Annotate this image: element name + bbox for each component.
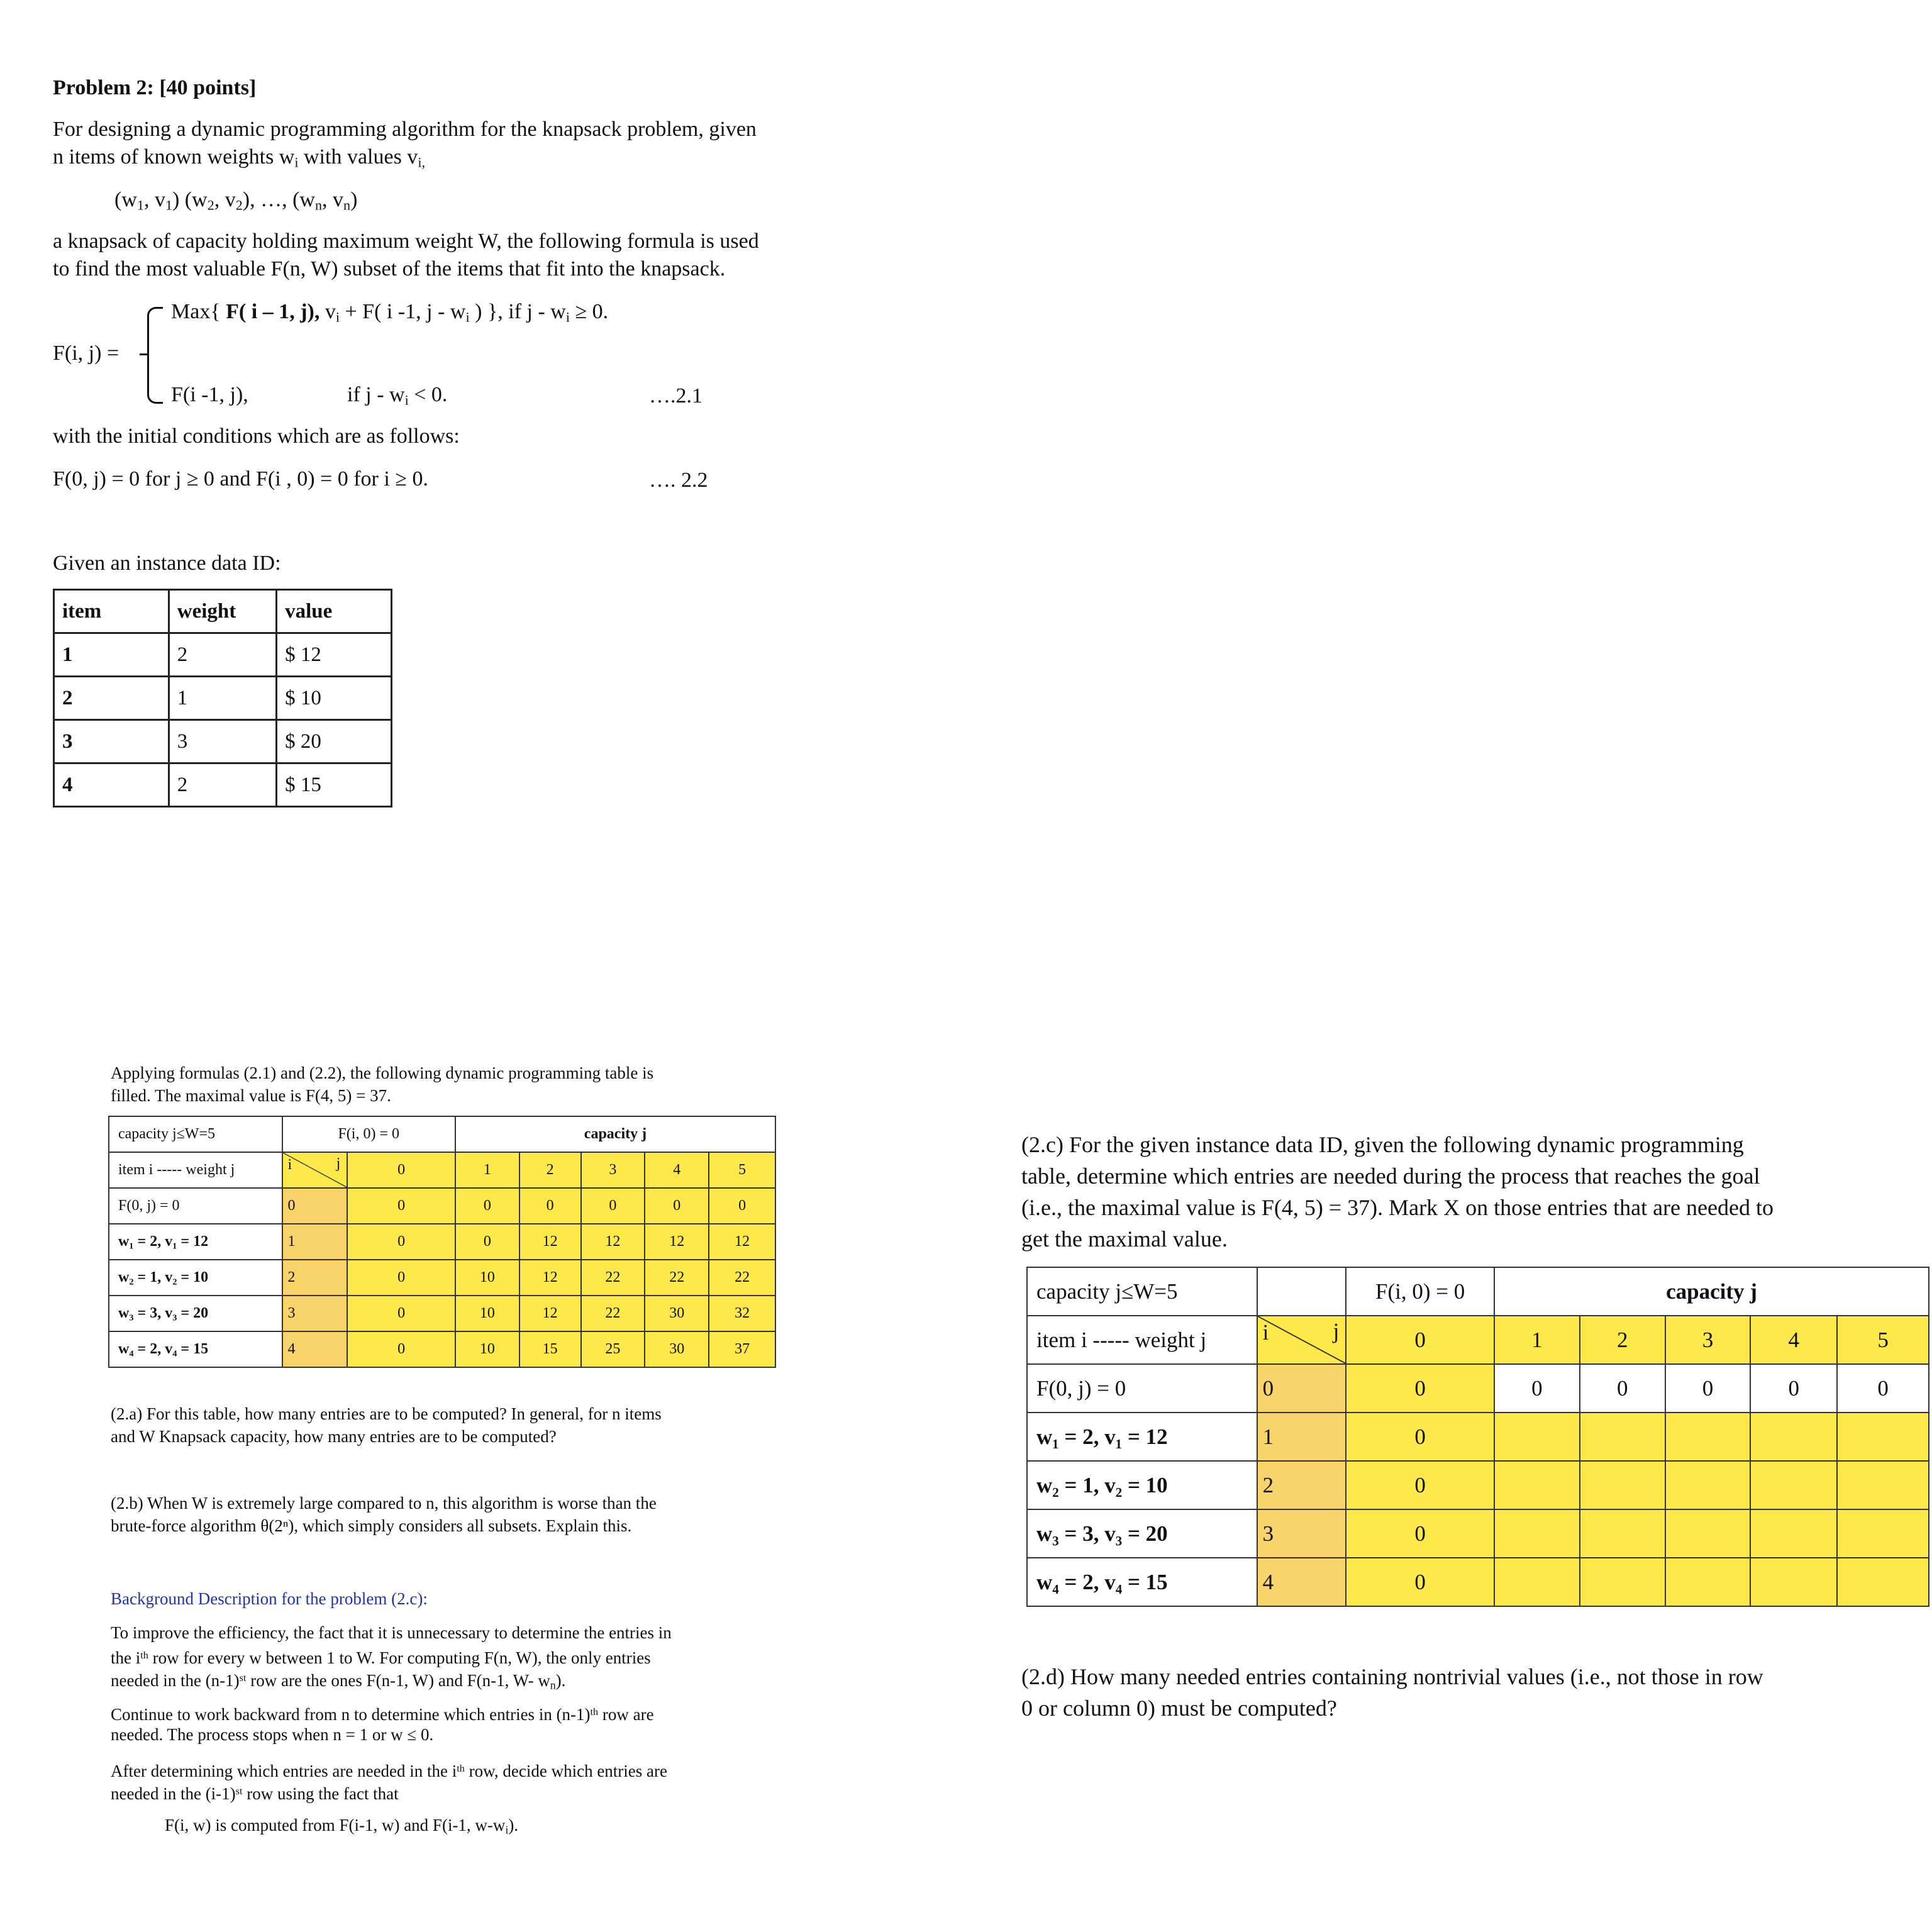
item-pairs: ($w_1$, $v_1$) ($w_2$, $v_2$), …, ($w_n$, $v_n$) [114, 188, 358, 213]
background-p3-line-1: After determining which entries are needed in the $i^{th}$ row, decide which entries are [111, 1762, 667, 1781]
dp-cell: 30 [645, 1296, 709, 1331]
corner-i: i [287, 1157, 292, 1173]
items-table [53, 589, 392, 808]
row-index: 1 [1257, 1413, 1346, 1461]
dp-table-blank [1026, 1267, 1929, 1607]
background-p4: F(i, w) is computed from F(i-1, w) and F(i-1, $w-w_i$). [165, 1816, 519, 1836]
table-row [54, 763, 392, 807]
row-label: F(0, j) = 0 [109, 1188, 282, 1224]
table-row [1027, 1461, 1929, 1509]
q2b-line-2: brute-force algorithm θ(2ⁿ), which simply considers all subsets. Explain this. [111, 1516, 632, 1535]
empty-dp-cell[interactable] [1750, 1509, 1837, 1558]
empty-dp-cell[interactable] [1750, 1558, 1837, 1606]
empty-dp-cell[interactable] [1665, 1461, 1751, 1509]
item-weight-label: item i ----- weight j [109, 1152, 282, 1188]
dp-cell: 10 [455, 1260, 519, 1296]
row-label: w₃ = 3, v₃ = 20 [1027, 1509, 1257, 1558]
table-row [1027, 1364, 1929, 1413]
dp-cell: 10 [455, 1331, 519, 1367]
empty-dp-cell[interactable] [1750, 1461, 1837, 1509]
row-index: 2 [1257, 1461, 1346, 1509]
item-weight: 2 [169, 633, 276, 677]
dp-cell: 0 [709, 1188, 775, 1224]
table-row [1027, 1413, 1929, 1461]
background-p3-line-2: needed in the $(i-1)^{st}$ row using the fact that [111, 1784, 399, 1804]
dp-cell: 22 [645, 1260, 709, 1296]
dp-cell: 0 [455, 1188, 519, 1224]
background-p2-line-1: Continue to work backward from n to determine which entries in $(n-1)^{th}$ row are [111, 1705, 654, 1724]
intro-line-2: n items of known weights $w_i$ with values $v_{i,}$ [53, 145, 425, 170]
empty-dp-cell[interactable] [1837, 1558, 1929, 1606]
table-row [109, 1296, 775, 1331]
dp-cell: 0 [1837, 1364, 1929, 1413]
empty-header-cell [1257, 1267, 1346, 1316]
dp-cell: 12 [709, 1224, 775, 1260]
dp-cell: 0 [347, 1260, 455, 1296]
row-index: 3 [282, 1296, 348, 1331]
formula-brace-tip [140, 353, 148, 355]
q2c-line-1: (2.c) For the given instance data ID, given the following dynamic programming [1021, 1132, 1744, 1157]
empty-dp-cell[interactable] [1837, 1509, 1929, 1558]
item-weight: 3 [169, 720, 276, 763]
item-weight: 2 [169, 763, 276, 807]
capacity-label: capacity j≤W=5 [1027, 1267, 1257, 1316]
column-header: 4 [645, 1152, 709, 1188]
column-header: 4 [1750, 1316, 1837, 1364]
i-j-corner-cell [1257, 1316, 1346, 1364]
empty-dp-cell[interactable] [1837, 1413, 1929, 1461]
dp-cell: 22 [581, 1260, 645, 1296]
dp-cell: 0 [1665, 1364, 1751, 1413]
initial-conditions-text: with the initial conditions which are as follows: [53, 425, 460, 448]
header-value: value [277, 590, 392, 633]
table-row [54, 720, 392, 763]
header-weight: weight [169, 590, 276, 633]
column-header: 0 [1346, 1316, 1494, 1364]
intro-line-1: For designing a dynamic programming algorithm for the knapsack problem, given [53, 118, 757, 141]
item-value: $ 20 [277, 720, 392, 763]
empty-dp-cell[interactable] [1665, 1558, 1751, 1606]
table-row [109, 1224, 775, 1260]
dp-cell: 12 [519, 1296, 581, 1331]
empty-dp-cell[interactable] [1494, 1509, 1580, 1558]
item-weight: 1 [169, 677, 276, 720]
row-index: 2 [282, 1260, 348, 1296]
q2d-line-1: (2.d) How many needed entries containing nontrivial values (i.e., not those in row [1021, 1664, 1763, 1689]
dp-cell: 0 [1580, 1364, 1665, 1413]
dp-cell: 0 [1346, 1558, 1494, 1606]
empty-dp-cell[interactable] [1665, 1509, 1751, 1558]
dp-cell: 0 [1494, 1364, 1580, 1413]
table-row [1027, 1558, 1929, 1606]
dp-cell: 37 [709, 1331, 775, 1367]
table-row [54, 677, 392, 720]
corner-j: j [1333, 1319, 1340, 1343]
row-label: w₄ = 2, v₄ = 15 [109, 1331, 282, 1367]
q2c-line-2: table, determine which entries are needed during the process that reaches the goal [1021, 1163, 1760, 1189]
row-index: 4 [282, 1331, 348, 1367]
dp-cell: 0 [645, 1188, 709, 1224]
header-item: item [54, 590, 169, 633]
dp-cell: 0 [1346, 1413, 1494, 1461]
i-j-corner-cell [282, 1152, 348, 1188]
table-row [54, 633, 392, 677]
column-header: 0 [347, 1152, 455, 1188]
dp-cell: 15 [519, 1331, 581, 1367]
q2c-line-4: get the maximal value. [1021, 1226, 1228, 1252]
knapsack-line-1: a knapsack of capacity holding maximum weight W, the following formula is used [53, 230, 759, 253]
column-header: 3 [1665, 1316, 1751, 1364]
table-row [109, 1331, 775, 1367]
background-p2-line-2: needed. The process stops when n = 1 or w ≤ 0. [111, 1725, 434, 1744]
empty-dp-cell[interactable] [1580, 1461, 1665, 1509]
formula-max-case: Max{ F( i – 1, j), $v_i + F$( i -1, j - $w_i$ ) }, if $j - w_i \ge 0$. [171, 300, 609, 325]
given-instance-text: Given an instance data ID: [53, 552, 281, 575]
background-p1-line-1: To improve the efficiency, the fact that it is unnecessary to determine the entries in [111, 1623, 672, 1642]
q2c-line-3: (i.e., the maximal value is F(4, 5) = 37). Mark X on those entries that are needed to [1021, 1195, 1774, 1220]
dp-cell: 30 [645, 1331, 709, 1367]
dp-cell: 10 [455, 1296, 519, 1331]
column-header: 5 [709, 1152, 775, 1188]
items-header-row [54, 590, 392, 633]
formula-label-2-2: …. 2.2 [649, 469, 708, 492]
row-index: 0 [282, 1188, 348, 1224]
dp-cell: 0 [455, 1224, 519, 1260]
dp-cell: 0 [347, 1188, 455, 1224]
dp-cell: 0 [519, 1188, 581, 1224]
column-header: 5 [1837, 1316, 1929, 1364]
capacity-j-header: capacity j [1494, 1267, 1929, 1316]
column-header: 1 [455, 1152, 519, 1188]
empty-dp-cell[interactable] [1750, 1413, 1837, 1461]
row-index: 4 [1257, 1558, 1346, 1606]
dp-cell: 0 [347, 1296, 455, 1331]
empty-dp-cell[interactable] [1837, 1461, 1929, 1509]
dp-cell: 0 [1346, 1364, 1494, 1413]
empty-dp-cell[interactable] [1580, 1558, 1665, 1606]
dp-cell: 22 [709, 1260, 775, 1296]
q2d-line-2: 0 or column 0) must be computed? [1021, 1696, 1337, 1721]
dp-cell: 0 [347, 1331, 455, 1367]
dp-cell: 25 [581, 1331, 645, 1367]
dp-cell: 12 [519, 1224, 581, 1260]
formula-else-condition: if $j - w_i < 0$. [347, 383, 448, 408]
q2b-line-1: (2.b) When W is extremely large compared to n, this algorithm is worse than the [111, 1494, 657, 1513]
formula-brace [147, 307, 163, 404]
row-label: w₁ = 2, v₁ = 12 [109, 1224, 282, 1260]
capacity-label: capacity j≤W=5 [109, 1116, 282, 1152]
dp-cell: 0 [347, 1224, 455, 1260]
column-header: 2 [519, 1152, 581, 1188]
dp-cell: 32 [709, 1296, 775, 1331]
row-index: 3 [1257, 1509, 1346, 1558]
row-label: w₄ = 2, v₄ = 15 [1027, 1558, 1257, 1606]
corner-i: i [1262, 1320, 1269, 1345]
dp-cell: 0 [1346, 1461, 1494, 1509]
column-header: 2 [1580, 1316, 1665, 1364]
f-i0-label: F(i, 0) = 0 [1346, 1267, 1494, 1316]
problem-title: Problem 2: [40 points] [53, 76, 257, 99]
row-index: 1 [282, 1224, 348, 1260]
table-row [1027, 1509, 1929, 1558]
dp-cell: 22 [581, 1296, 645, 1331]
row-label: w₂ = 1, v₂ = 10 [1027, 1461, 1257, 1509]
knapsack-line-2: to find the most valuable F(n, W) subset of the items that fit into the knapsack. [53, 257, 726, 280]
dp-table-filled [108, 1116, 776, 1368]
item-index: 4 [54, 763, 169, 807]
row-label: F(0, j) = 0 [1027, 1364, 1257, 1413]
empty-dp-cell[interactable] [1580, 1509, 1665, 1558]
empty-dp-cell[interactable] [1665, 1413, 1751, 1461]
row-label: w₂ = 1, v₂ = 10 [109, 1260, 282, 1296]
dp-cell: 0 [1750, 1364, 1837, 1413]
applying-line-2: filled. The maximal value is F(4, 5) = 37. [111, 1086, 391, 1105]
f-i0-label: F(i, 0) = 0 [282, 1116, 455, 1152]
column-header: 3 [581, 1152, 645, 1188]
item-value: $ 15 [277, 763, 392, 807]
initial-conditions-formula: F(0, j) = 0 for j ≥ 0 and F(i , 0) = 0 for i ≥ 0. [53, 467, 428, 491]
background-p1-line-2: the $i^{th}$ row for every w between 1 to W. For computing F(n, W), the only entries [111, 1648, 651, 1668]
q2a-line-2: and W Knapsack capacity, how many entries are to be computed? [111, 1427, 557, 1446]
column-header: 1 [1494, 1316, 1580, 1364]
item-value: $ 12 [277, 633, 392, 677]
formula-else-case: F(i -1, j), [171, 383, 248, 406]
item-weight-label: item i ----- weight j [1027, 1316, 1257, 1364]
empty-dp-cell[interactable] [1494, 1413, 1580, 1461]
dp-cell: 0 [581, 1188, 645, 1224]
corner-j: j [336, 1155, 341, 1172]
empty-dp-cell[interactable] [1494, 1558, 1580, 1606]
formula-label-2-1: ….2.1 [649, 384, 702, 408]
empty-dp-cell[interactable] [1580, 1413, 1665, 1461]
item-index: 1 [54, 633, 169, 677]
dp-cell: 12 [581, 1224, 645, 1260]
empty-dp-cell[interactable] [1494, 1461, 1580, 1509]
table-row [109, 1188, 775, 1224]
background-title: Background Description for the problem (2.c): [111, 1589, 428, 1608]
formula-lhs: F(i, j) = [53, 341, 119, 365]
item-value: $ 10 [277, 677, 392, 720]
dp-cell: 12 [645, 1224, 709, 1260]
q2a-line-1: (2.a) For this table, how many entries are to be computed? In general, for n items [111, 1404, 662, 1423]
row-label: w₃ = 3, v₃ = 20 [109, 1296, 282, 1331]
applying-line-1: Applying formulas (2.1) and (2.2), the following dynamic programming table is [111, 1063, 654, 1082]
table-row [109, 1260, 775, 1296]
row-index: 0 [1257, 1364, 1346, 1413]
dp-cell: 12 [519, 1260, 581, 1296]
item-index: 2 [54, 677, 169, 720]
item-index: 3 [54, 720, 169, 763]
capacity-j-header: capacity j [455, 1116, 775, 1152]
background-p1-line-3: needed in the $(n-1)^{st}$ row are the ones F(n-1, W) and F(n-1, W- $w_n$). [111, 1671, 566, 1692]
dp-cell: 0 [1346, 1509, 1494, 1558]
row-label: w₁ = 2, v₁ = 12 [1027, 1413, 1257, 1461]
